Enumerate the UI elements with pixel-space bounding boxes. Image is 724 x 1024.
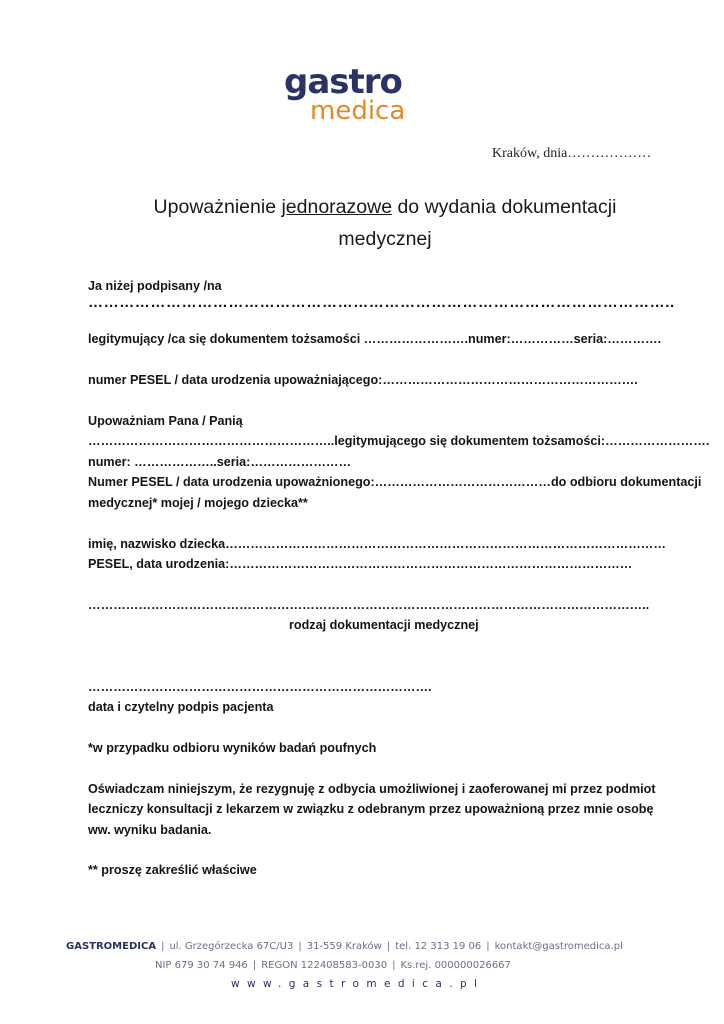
footer-contact-line: GASTROMEDICA | ul. Grzegórzecka 67C/U3 | 31-559 Kraków | tel. 12 313 19 06 | kontakt@gastromedica.pl [66,941,623,952]
company-logo [272,62,412,130]
footer-ksrej: Ks.rej. 000000026667 [400,960,511,971]
footer-city: 31-559 Kraków [306,941,382,952]
footer-nip: NIP 679 30 74 946 [155,960,248,971]
footer-brand: GASTROMEDICA [66,941,157,952]
authorized-person-line: …………………………………………………..legitymującego się dokumentem tożsamości:……………………. [88,434,710,448]
title-part2: do wydania dokumentacji [392,196,617,218]
child-pesel-line: PESEL, data urodzenia:…………………………………………………………………………………… [88,557,633,571]
document-title-line2: medycznej [338,228,432,250]
child-name-line: imię, nazwisko dziecka…………………………………………………………………………………………… [88,537,666,551]
authorize-label: Upoważniam Pana / Panią [88,414,243,428]
logo-text-medica: medica [310,96,406,126]
statement-line-1: Oświadczam niniejszym, że rezygnuję z odbycia umożliwionej i zaoferowanej mi przez podmiot [88,782,656,796]
title-underlined: jednorazowe [281,196,393,218]
footer-email: kontakt@gastromedica.pl [494,941,623,952]
footer-regon: REGON 122408583-0030 [261,960,388,971]
statement-line-3: ww. wyniku badania. [88,823,212,837]
footer-website: www.gastromedica.pl [231,978,485,990]
footer-registry-line: NIP 679 30 74 946 | REGON 122408583-0030 | Ks.rej. 000000026667 [155,960,511,971]
footer-address: ul. Grzegórzecka 67C/U3 [169,941,294,952]
footer-phone: tel. 12 313 19 06 [395,941,482,952]
authorized-purpose-line: medycznej* mojej / mojego dziecka** [88,496,308,510]
footnote-confidential: *w przypadku odbioru wyników badań poufnych [88,741,377,755]
title-part1: Upoważnienie [153,196,282,218]
footnote-circle: ** proszę zakreślić właściwe [88,863,257,877]
authorized-pesel-line: Numer PESEL / data urodzenia upoważnionego:……………………………………do odbioru dokumentacji [88,475,702,489]
signer-pesel-line: numer PESEL / data urodzenia upoważniającego:……………………………………………………. [88,373,638,387]
signature-field: ………………………………………………………………………. [88,680,432,694]
signature-label: data i czytelny podpis pacjenta [88,700,274,714]
date-line: Kraków, dnia……………… [492,146,652,161]
signer-name-field: ………………………………………………………………………………………………….. [88,294,675,311]
documentation-type-field: …………………………………………………………………………………………………………………….. [88,598,650,612]
logo-text-gastro: gastro [284,62,402,102]
document-title [80,196,690,219]
signer-id-line: legitymujący /ca się dokumentem tożsamości …………………….numer:……………seria:…………. [88,332,662,346]
documentation-type-label: rodzaj dokumentacji medycznej [289,618,479,632]
authorized-number-line: numer: ………………..seria:…………………… [88,455,352,469]
statement-line-2: leczniczy konsultacji z lekarzem w związku z odebranym przez upoważnioną przez mnie osobę [88,802,654,816]
signer-label: Ja niżej podpisany /na [88,279,222,293]
